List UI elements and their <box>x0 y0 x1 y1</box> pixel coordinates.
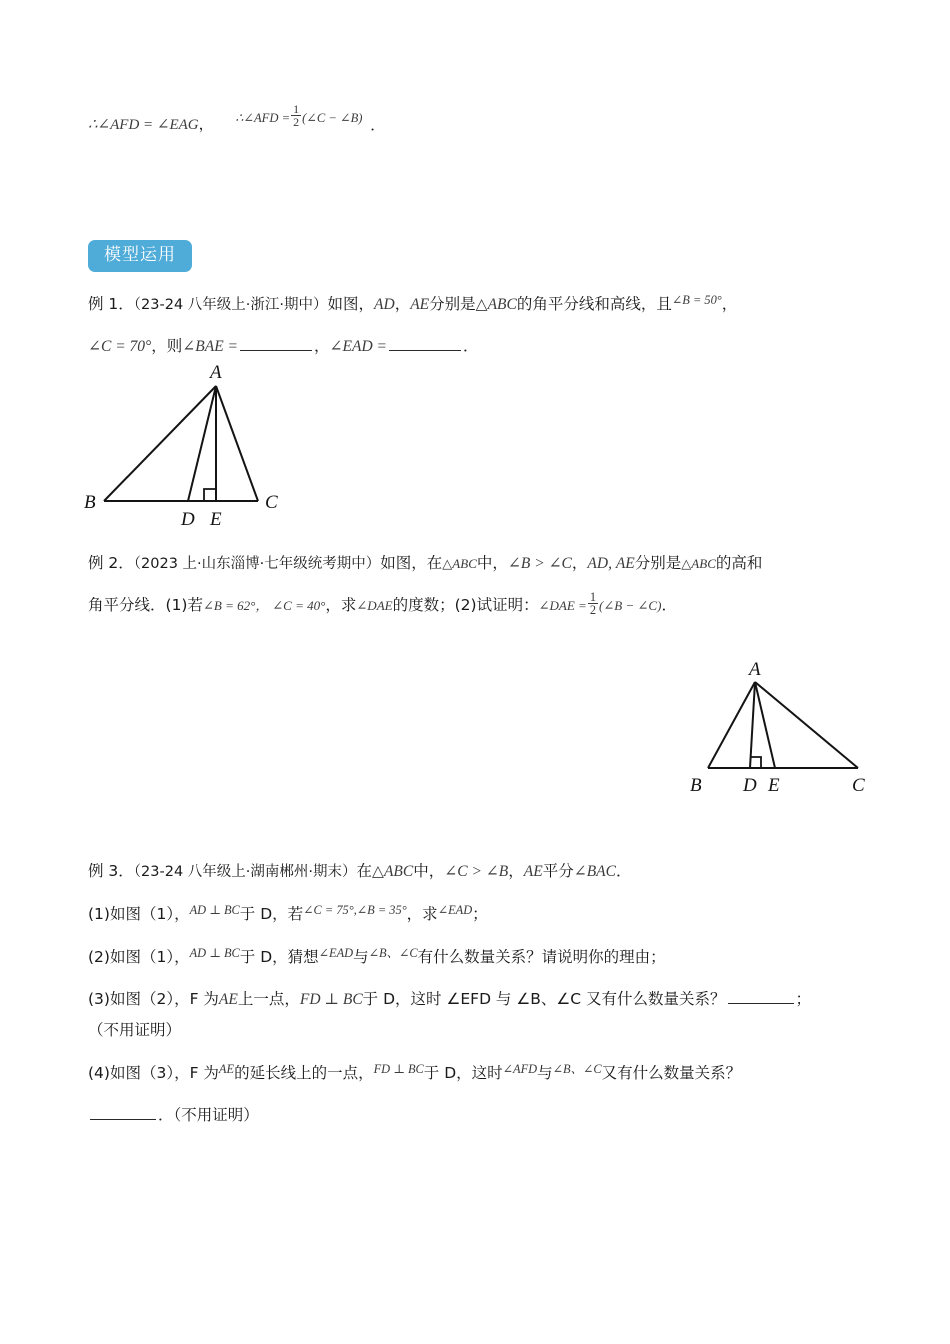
example-2-line2-text-a: 角平分线． <box>88 595 166 614</box>
sub-question-4-math-target: FD ⊥ BC <box>373 1062 424 1077</box>
example-1-sep-2: ， <box>721 295 738 314</box>
sub-question-4-answer-line <box>88 1100 876 1132</box>
right-angle-mark-e <box>204 489 216 501</box>
sub-question-3-text-a: F 为 <box>189 989 219 1008</box>
fraction-denominator: 2 <box>293 115 300 130</box>
example-1-math-angle-c: ∠C = 70° <box>88 337 152 355</box>
sub-question-1-sep: ， <box>406 904 423 923</box>
sub-question-1 <box>88 898 876 931</box>
example-1-math-bae: ∠BAE = <box>182 337 238 355</box>
sub-question-1-label: (1)如图（1）， <box>88 904 190 923</box>
example-2-block <box>88 548 876 622</box>
segment-ab <box>104 386 216 501</box>
example-2-text-d: 的高和 <box>715 554 763 572</box>
figure-2-triangle <box>676 658 891 798</box>
sub-question-3 <box>88 984 876 1016</box>
figure-2-label-e: E <box>768 775 780 796</box>
sub-question-3-sep: 上一点， <box>237 989 300 1008</box>
sub-question-1-math-target: ∠EAD <box>437 902 473 917</box>
section-badge-model-application: 模型运用 <box>88 240 192 272</box>
example-2-proof-rhs: (∠B − ∠C) <box>599 597 662 613</box>
example-1-math-ad: AD <box>374 296 395 314</box>
sub-question-3-math-target: FD ⊥ BC <box>299 990 363 1008</box>
example-2-line2-text-c: 的度数； <box>392 595 455 614</box>
example-2-math-angle-c: ∠C = 40° <box>272 597 326 613</box>
segment-ad <box>188 386 216 501</box>
sub-question-2-math-condition: ∠EAD <box>318 945 354 960</box>
example-2-fraction <box>588 591 598 617</box>
example-3-lead: 例 3． <box>88 862 134 880</box>
sub-question-3-note-line <box>88 1015 876 1047</box>
example-3-source: （23-24 八年级上·湖南郴州·期末） <box>133 864 357 880</box>
sub-question-2-math-target: ∠B、∠C <box>368 945 418 960</box>
figure-1-svg <box>70 358 310 533</box>
example-1-text-b: 分别是 <box>429 295 476 314</box>
example-3-text-c: 平分 <box>542 862 574 880</box>
example-2-question-1-label: (1)若 <box>165 595 203 614</box>
conclusion-2-rhs: (∠C − ∠B) <box>302 111 363 126</box>
sub-question-4-after-blank: ． <box>158 1106 174 1125</box>
example-1-text-a: 如图， <box>327 295 375 314</box>
example-1-line2-sep-2: ， <box>314 336 330 355</box>
right-angle-mark-d <box>750 757 761 768</box>
example-3-math-triangle: △ABC <box>372 863 414 880</box>
example-2-question-2-label: (2)试证明： <box>454 595 539 614</box>
example-3-math-bac: ∠BAC <box>573 863 616 880</box>
figure-1-label-b: B <box>84 492 96 513</box>
conclusion-part-2 <box>235 102 363 131</box>
conclusion-1-prefix: ∴ <box>88 117 98 134</box>
figure-1-label-d: D <box>181 509 195 530</box>
example-3-line-1 <box>88 856 876 888</box>
figure-2-label-a: A <box>749 659 761 680</box>
sub-question-1-tail: ； <box>472 904 488 923</box>
example-3-block <box>88 856 876 1132</box>
example-2-line-2 <box>88 590 876 622</box>
sub-question-2 <box>88 941 876 974</box>
example-3-math-ae: AE <box>523 863 543 880</box>
conclusion-2-lhs: ∠AFD = <box>243 111 291 126</box>
sub-question-2-text-a: 于 D，猜想 <box>239 947 319 966</box>
figure-2-svg <box>676 658 891 798</box>
example-2-line2-sep-1: ， <box>325 595 341 614</box>
example-2-line2-text-b: 求 <box>340 595 357 614</box>
sub-question-4-math-condition: AE <box>218 1062 235 1077</box>
sub-question-3-after-blank: ； <box>795 989 812 1008</box>
conclusion-1-body: ∠AFD = ∠EAG <box>97 117 199 134</box>
example-2-text-c: 分别是 <box>634 554 682 572</box>
example-1-block <box>88 288 876 363</box>
sub-question-3-tail: 于 D，这时 ∠EFD 与 ∠B、∠C 又有什么数量关系？ <box>362 989 726 1008</box>
example-1-line2-period: ． <box>462 336 479 355</box>
segment-ac <box>216 386 258 501</box>
segment-ad <box>750 682 755 768</box>
example-1-math-triangle: △ABC <box>475 296 517 314</box>
example-2-math-triangle-1: △ABC <box>442 556 477 571</box>
sub-question-1-text-a: 于 D，若 <box>239 904 304 923</box>
sub-question-2-tail: 有什么数量关系？请说明你的理由； <box>417 947 666 966</box>
segment-ac <box>755 682 858 768</box>
example-1-sep-1: ， <box>394 295 411 314</box>
example-1-line2-sep-1: ， <box>151 336 167 355</box>
segment-ab <box>708 682 755 768</box>
sub-question-4-text-a: F 为 <box>189 1064 219 1083</box>
figure-2-label-b: B <box>690 775 702 796</box>
example-2-source: （2023 上·山东淄博·七年级统考期中） <box>133 556 381 572</box>
example-2-math-inequality: ∠B > ∠C <box>507 555 572 572</box>
example-1-text-c: 的角平分线和高线，且 <box>516 295 672 314</box>
fraction-numerator: 1 <box>293 102 300 117</box>
example-1-source: （23-24 八年级上·浙江·期中） <box>133 297 328 314</box>
example-2-fraction-denominator: 2 <box>589 602 597 617</box>
example-1-math-ead: ∠EAD = <box>329 337 387 355</box>
sub-question-3-note: （不用证明） <box>88 1021 182 1040</box>
sub-question-4-math-extra-2: ∠B、∠C <box>552 1062 602 1077</box>
sub-question-4-label: (4)如图（3）， <box>88 1064 190 1083</box>
example-2-math-triangle-2: △ABC <box>681 556 716 571</box>
sub-question-2-math-perp: AD ⊥ BC <box>189 945 240 960</box>
sub-question-4-note: （不用证明） <box>173 1106 259 1125</box>
sub-question-1-text-b: 求 <box>422 904 438 923</box>
example-2-lead: 例 2． <box>88 554 134 572</box>
sub-question-3-math-condition: AE <box>218 990 238 1008</box>
example-1-math-ae: AE <box>410 296 430 314</box>
sub-question-2-label: (2)如图（1）， <box>88 947 190 966</box>
example-3-text-a: 在 <box>356 862 373 880</box>
figure-2-label-d: D <box>743 775 757 796</box>
answer-blank-ead[interactable] <box>389 335 461 351</box>
example-2-proof-lhs: ∠DAE = <box>538 597 587 613</box>
example-2-text-a: 如图，在 <box>380 554 443 572</box>
example-3-text-b: 中， <box>413 862 445 880</box>
example-1-line-1 <box>88 288 876 321</box>
example-2-math-angle-b: ∠B = 62°， <box>202 597 269 613</box>
answer-blank-sub-4[interactable] <box>90 1104 156 1120</box>
example-2-fraction-numerator: 1 <box>589 589 597 604</box>
example-2-math-ae: AE <box>615 555 635 572</box>
answer-blank-sub-3[interactable] <box>728 988 794 1004</box>
example-3-period: ． <box>615 862 632 880</box>
conclusion-2-fraction <box>291 103 301 128</box>
sub-question-1-math-perp: AD ⊥ BC <box>189 902 240 917</box>
example-1-lead: 例 1． <box>88 295 134 314</box>
sub-question-4-math-extra-1: ∠AFD <box>502 1062 538 1077</box>
conclusion-part-1 <box>88 112 214 137</box>
example-2-math-ad: AD, <box>587 555 612 572</box>
example-1-line2-text-a: 则 <box>166 336 183 355</box>
sub-question-1-math-condition: ∠C = 75°,∠B = 35° <box>303 902 407 917</box>
sub-question-4-tail: 于 D，这时 <box>423 1064 503 1083</box>
top-conclusion-line <box>88 102 888 137</box>
figure-1-label-a: A <box>210 362 222 383</box>
sub-question-3-label: (3)如图（2）， <box>88 989 190 1008</box>
example-2-line-1 <box>88 548 876 580</box>
example-2-sep-1: ， <box>571 554 588 572</box>
figure-2-label-c: C <box>852 775 865 796</box>
sub-question-4-mid: 与 <box>537 1064 553 1083</box>
sub-question-4-tail-2: 又有什么数量关系？ <box>601 1064 742 1083</box>
sub-question-4-sep: 的延长线上的一点， <box>234 1064 374 1083</box>
example-3-math-inequality: ∠C > ∠B <box>444 863 509 880</box>
figure-1-label-e: E <box>210 509 222 530</box>
figure-1-label-c: C <box>265 492 278 513</box>
answer-blank-bae[interactable] <box>240 335 312 351</box>
conclusion-period: ． <box>370 115 386 134</box>
sub-question-4 <box>88 1057 876 1090</box>
figure-1-triangle <box>70 358 310 533</box>
example-2-line2-period: ． <box>661 595 677 614</box>
example-1-math-angle-b: ∠B = 50° <box>671 293 722 307</box>
example-2-text-b: 中， <box>476 554 508 572</box>
conclusion-1-comma: ， <box>198 115 214 134</box>
sub-question-2-sep: 与 <box>353 947 369 966</box>
conclusion-2-prefix: ∴ <box>235 111 244 126</box>
example-3-sep-1: ， <box>508 862 524 880</box>
example-2-math-dae: ∠DAE <box>356 597 393 613</box>
